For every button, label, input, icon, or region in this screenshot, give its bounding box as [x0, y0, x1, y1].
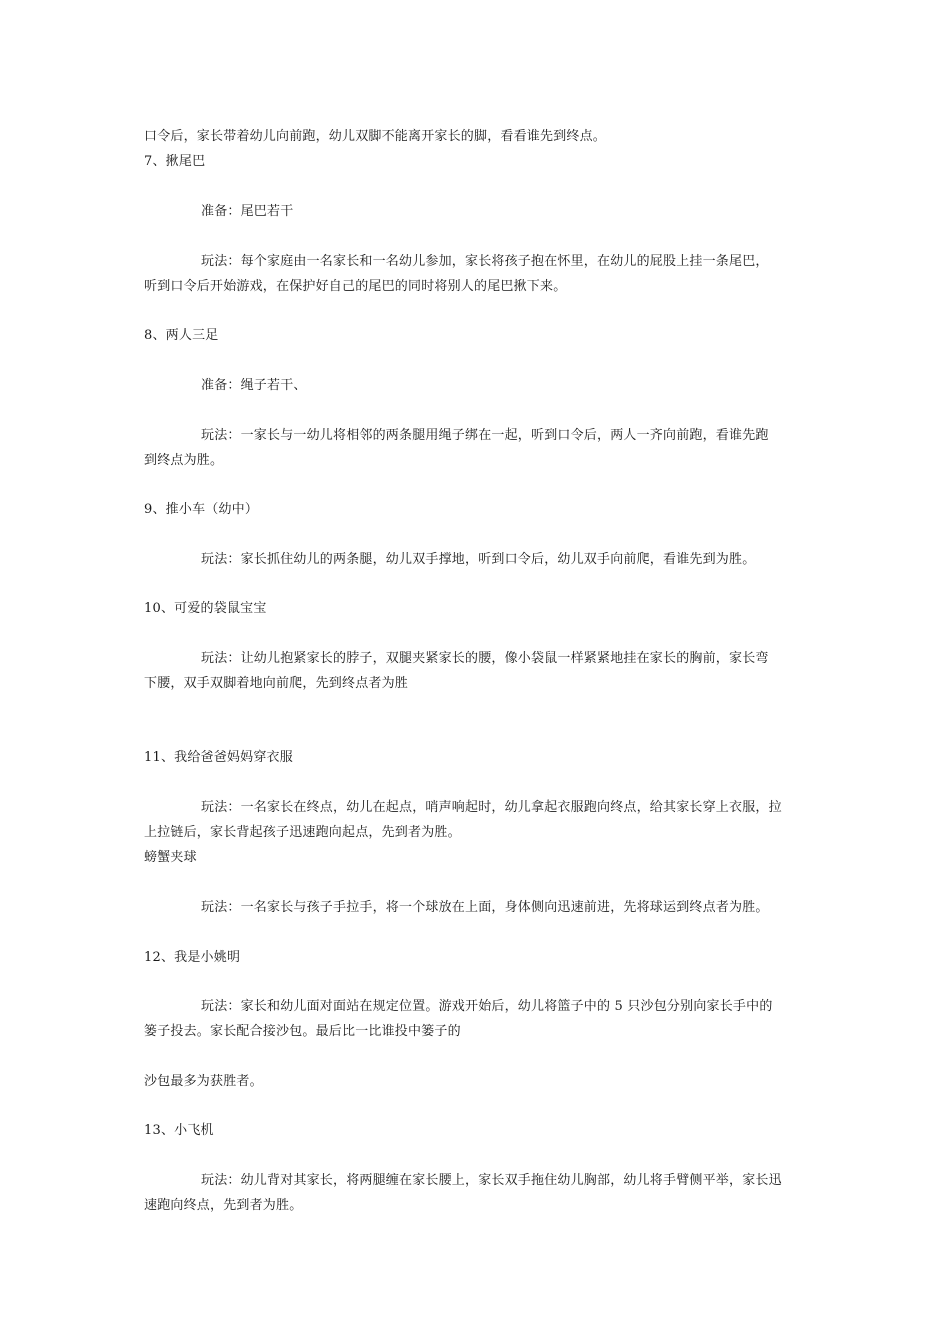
section-heading-11: 11、我给爸爸妈妈穿衣服: [144, 750, 293, 765]
rules-line-continued: 速跑向终点，先到者为胜。: [144, 1198, 303, 1213]
rules-line: 玩法：幼儿背对其家长，将两腿缠在家长腰上，家长双手拖住幼儿胸部，幼儿将手臂侧平举，家长迅: [201, 1173, 782, 1188]
rules-line: 玩法：让幼儿抱紧家长的脖子，双腿夹紧家长的腰，像小袋鼠一样紧紧地挂在家长的胸前，家长弯: [201, 651, 769, 666]
rules-line-continued: 下腰，双手双脚着地向前爬，先到终点者为胜: [144, 676, 409, 691]
rules-line: 玩法：一家长与一幼儿将相邻的两条腿用绳子绑在一起，听到口令后，两人一齐向前跑，看谁先跑: [201, 428, 769, 443]
rules-line: 玩法：每个家庭由一名家长和一名幼儿参加，家长将孩子抱在怀里，在幼儿的屁股上挂一条尾巴，: [201, 254, 769, 269]
paragraph-line: 口令后，家长带着幼儿向前跑，幼儿双脚不能离开家长的脚，看看谁先到终点。: [144, 129, 607, 144]
section-heading-10: 10、可爱的袋鼠宝宝: [144, 601, 267, 616]
rules-line: 玩法：一名家长与孩子手拉手，将一个球放在上面，身体侧向迅速前进，先将球运到终点者为胜。: [201, 900, 769, 915]
rules-line-continued: 沙包最多为获胜者。: [144, 1074, 263, 1089]
preparation-line: 准备：绳子若干、: [201, 378, 307, 393]
preparation-line: 准备：尾巴若干: [201, 204, 294, 219]
rules-line-continued: 听到口令后开始游戏，在保护好自己的尾巴的同时将别人的尾巴揪下来。: [144, 279, 567, 294]
subsection-heading: 螃蟹夹球: [144, 850, 197, 865]
rules-line-continued: 篓子投去。家长配合接沙包。最后比一比谁投中篓子的: [144, 1024, 461, 1039]
section-heading-7: 7、揪尾巴: [144, 154, 206, 169]
section-heading-12: 12、我是小姚明: [144, 950, 241, 965]
section-heading-9: 9、推小车（幼中）: [144, 502, 259, 517]
section-heading-8: 8、两人三足: [144, 328, 219, 343]
rules-line-continued: 到终点为胜。: [144, 453, 224, 468]
rules-line-continued: 上拉链后，家长背起孩子迅速跑向起点，先到者为胜。: [144, 825, 461, 840]
rules-line: 玩法：家长抓住幼儿的两条腿，幼儿双手撑地，听到口令后，幼儿双手向前爬，看谁先到为胜。: [201, 552, 756, 567]
rules-line: 玩法：一名家长在终点，幼儿在起点，哨声响起时，幼儿拿起衣服跑向终点，给其家长穿上衣服，拉: [201, 800, 782, 815]
section-heading-13: 13、小飞机: [144, 1123, 214, 1138]
rules-line: 玩法：家长和幼儿面对面站在规定位置。游戏开始后，幼儿将篮子中的 5 只沙包分别向家长手中的: [201, 999, 773, 1014]
